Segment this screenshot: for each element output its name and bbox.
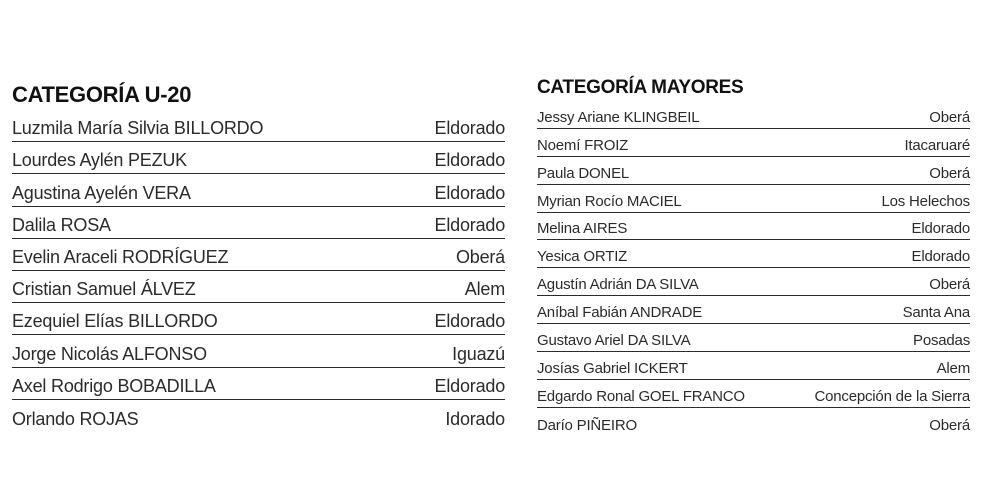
athlete-name: Josías Gabriel ICKERT xyxy=(537,359,688,377)
list-item xyxy=(12,110,505,142)
athlete-name: Agustina Ayelén VERA xyxy=(12,182,191,203)
list-item xyxy=(537,129,970,157)
athlete-city: Santa Ana xyxy=(902,304,970,322)
athlete-name: Cristian Samuel ÁLVEZ xyxy=(12,279,196,300)
athlete-name: Evelin Araceli RODRÍGUEZ xyxy=(12,246,229,267)
category-u20-list xyxy=(12,110,505,432)
list-item xyxy=(537,296,970,324)
list-item xyxy=(12,303,505,335)
athlete-name: Noemí FROIZ xyxy=(537,136,629,154)
list-item xyxy=(12,142,505,174)
athlete-city: Posadas xyxy=(913,332,970,350)
list-item xyxy=(537,408,970,436)
athlete-city: Eldorado xyxy=(434,118,505,139)
athlete-city: Eldorado xyxy=(434,150,505,171)
athlete-city: Iguazú xyxy=(452,343,505,364)
list-item xyxy=(537,185,970,213)
category-mayores-panel xyxy=(537,74,970,436)
athlete-city: Oberá xyxy=(455,246,505,267)
category-u20-panel xyxy=(12,80,505,432)
athlete-name: Melina AIRES xyxy=(537,220,628,238)
athlete-name: Jessy Ariane KLINGBEIL xyxy=(537,108,700,126)
athlete-name: Orlando ROJAS xyxy=(12,408,139,429)
athlete-name: Yesica ORTIZ xyxy=(537,248,628,266)
athlete-city: Oberá xyxy=(929,276,970,294)
athlete-city: Oberá xyxy=(929,164,970,182)
athlete-city: Alem xyxy=(464,279,505,300)
list-item xyxy=(537,157,970,185)
athlete-name: Luzmila María Silvia BILLORDO xyxy=(12,118,264,139)
athlete-name: Paula DONEL xyxy=(537,164,630,182)
athlete-city: Los Helechos xyxy=(881,192,970,210)
list-item xyxy=(12,207,505,239)
athlete-city: Concepción de la Sierra xyxy=(814,387,970,405)
list-item xyxy=(537,101,970,129)
athlete-name: Darío PIÑEIRO xyxy=(537,416,637,434)
athlete-city: Eldorado xyxy=(434,375,505,396)
athlete-city: Idorado xyxy=(445,408,505,429)
athlete-name: Edgardo Ronal GOEL FRANCO xyxy=(537,387,745,405)
list-item xyxy=(12,368,505,400)
category-mayores-list xyxy=(537,101,970,436)
athlete-name: Jorge Nicolás ALFONSO xyxy=(12,343,207,364)
category-u20-title: CATEGORÍA U-20 xyxy=(12,82,192,107)
athlete-name: Ezequiel Elías BILLORDO xyxy=(12,311,218,332)
list-item xyxy=(537,213,970,241)
list-item xyxy=(537,268,970,296)
list-item xyxy=(537,240,970,268)
list-item xyxy=(12,271,505,303)
athlete-city: Eldorado xyxy=(434,311,505,332)
athlete-city: Eldorado xyxy=(911,220,970,238)
list-item xyxy=(12,335,505,367)
athlete-city: Eldorado xyxy=(911,248,970,266)
list-item xyxy=(12,239,505,271)
athlete-name: Lourdes Aylén PEZUK xyxy=(12,150,187,171)
athlete-name: Gustavo Ariel DA SILVA xyxy=(537,332,691,350)
list-item xyxy=(537,352,970,380)
list-item xyxy=(537,380,970,408)
athlete-city: Eldorado xyxy=(434,214,505,235)
athlete-city: Itacaruaré xyxy=(904,136,970,154)
athlete-name: Myrian Rocío MACIEL xyxy=(537,192,682,210)
list-item xyxy=(537,324,970,352)
athlete-name: Aníbal Fabián ANDRADE xyxy=(537,304,703,322)
athlete-city: Oberá xyxy=(929,108,970,126)
athlete-name: Axel Rodrigo BOBADILLA xyxy=(12,375,216,396)
athlete-name: Agustín Adrián DA SILVA xyxy=(537,276,699,294)
category-mayores-title: CATEGORÍA MAYORES xyxy=(537,77,744,98)
athlete-name: Dalila ROSA xyxy=(12,214,111,235)
athlete-city: Oberá xyxy=(929,416,970,434)
athlete-city: Alem xyxy=(936,359,970,377)
athlete-city: Eldorado xyxy=(434,182,505,203)
list-item xyxy=(12,400,505,432)
list-item xyxy=(12,174,505,206)
